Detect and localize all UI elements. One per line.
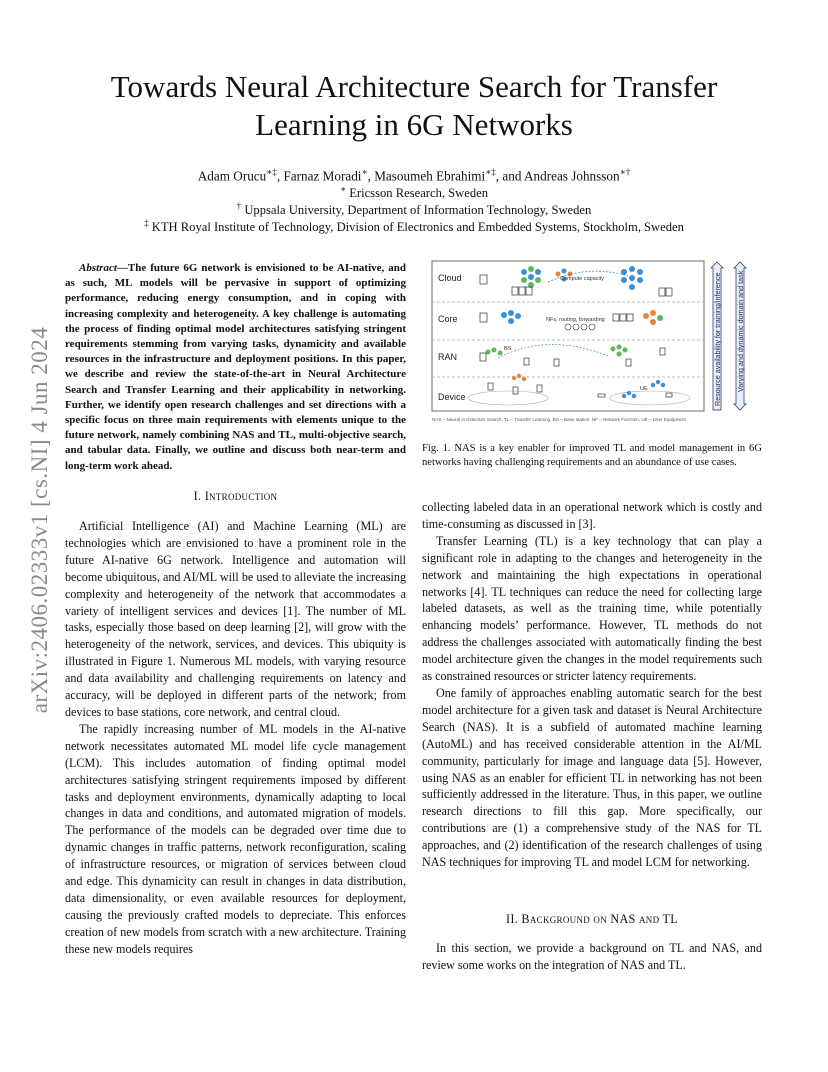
paragraph: One family of approaches enabling automatic search for the best model architecture for a given task and dataset is Neural Architecture Search (NAS). It is a subfield of automated machine learning (AutoML) and has received considerable attention in the AI/ML community, particularly for image and language data [5]. However, using NAS as an enabler for efficient TL in networking has not been sufficiently addressed in the literature. Thus, in this paper, we outline research directions to fill this gap. More specifically, our contributions are (1) a comprehensive study of the NAS for TL approaches, and (2) identification of the research challenges of using NAS techniques for improving TL and model LCM for networking. (422, 685, 762, 870)
compute-capacity-label: Compute capacity (560, 276, 605, 282)
title-line-2: Learning in 6G Networks (255, 107, 573, 142)
figure-frame (432, 261, 704, 411)
figure-diagram (428, 260, 748, 425)
author-3: , Masoumeh Ebrahimi (367, 168, 486, 184)
paragraph: In this section, we provide a background on TL and NAS, and review some works on the integration of NAS and TL. (422, 941, 762, 972)
author-2-marks: ∗ (361, 167, 368, 177)
section-heading-introduction (65, 489, 406, 504)
author-2: , Farnaz Moradi (276, 168, 362, 184)
layer-label-cloud: Cloud (438, 273, 462, 283)
author-1: Adam Orucu (197, 168, 267, 184)
resource-availability-label: Resource availability for training/inference (713, 272, 722, 406)
abstract (65, 261, 406, 474)
paragraph: Transfer Learning (TL) is a key technology that can play a significant role in adapting to the changes and heterogeneity in the network and maintaining the high expectations in operational networks [4]. TL techniques can reduce the need for collecting large labeled datasets, as well as the training time, while potentially enhancing models’ performance. However, TL methods do not address the challenges associated with automatically finding the best model architecture given the changes in the model requirements such as constrained resources or stricter latency requirements. (422, 533, 762, 684)
section-1-title: Introduction (204, 489, 278, 503)
abstract-text: —The future 6G network is envisioned to be AI-native, and as such, ML models will be pervasive in support of optimizing performance, reducing energy consumption, and in coping with increasing complexity and heterogeneity. A key challenge is automating the process of finding optimal model architectures satisfying stringent requirements stemming from varying tasks, dynamicity and available resources in the infrastructure and deployment positions. In this paper, we describe and review the state-of-the-art in Neural Architecture Search and Transfer Learning and their applicability in networking. Further, we identify open research challenges and set directions with a specific focus on three main requirements with elements unique to the future network, namely combining NAS and TL, multi-objective search, and tabular data. Finally, we outline and discuss both near-term and long-term work ahead. (65, 262, 406, 472)
affiliation-1-mark: ∗ (339, 184, 347, 194)
layer-label-ran: RAN (438, 352, 458, 362)
affiliation-3-text: KTH Royal Institute of Technology, Division of Electronics and Embedded Systems, Stockholm, Sweden (148, 220, 684, 235)
nfs-label: NFs, routing, forwarding (546, 317, 605, 323)
background-body (422, 940, 762, 974)
affiliation-3 (70, 215, 758, 235)
affiliation-2-mark: † (236, 201, 242, 211)
right-column-body (422, 499, 762, 871)
figure-footnote: NAS – Neural Architecture Search, TL – Transfer Learning, BS – Base station, NF – Network Function, UE – User Equipment (432, 417, 686, 422)
affiliation-3-mark: ‡ (144, 218, 149, 228)
section-heading-background (422, 912, 762, 927)
abstract-lead: Abstract (79, 262, 117, 274)
section-2-title: Background on NAS and TL (521, 912, 678, 926)
layer-label-core: Core (438, 314, 458, 324)
arxiv-id-text: arXiv:2406.02333v1 [cs.NI] 4 Jun 2024 (27, 326, 52, 714)
affiliation-2-text: Uppsala University, Department of Information Technology, Sweden (241, 203, 592, 218)
layer-label-device: Device (438, 392, 466, 402)
paragraph: Artificial Intelligence (AI) and Machine Learning (ML) are technologies which are envisioned to have a prominent role in the future AI-native 6G network. Intelligence and automation will become ubiquitous, and AI/ML will be used to alleviate the increasing complexity and heterogeneity of the network that accommodates a variety of intelligent services and devices [1]. The number of ML tasks, especially those based on deep learning [2], will grow with the heterogeneity of the network, services, and devices. This ubiquity is illustrated in Figure 1. Numerous ML models, with varying resource and data availability and challenging requirements on latency and accuracy, will be deployed in different parts of the network; from devices to base stations, core network, and central cloud. (65, 519, 406, 719)
author-1-marks: ∗‡ (266, 167, 277, 177)
title-line-1: Towards Neural Architecture Search for Transfer (110, 69, 718, 104)
section-1-number: I. (193, 489, 205, 503)
figure-1 (428, 260, 748, 425)
author-4: , and Andreas Johnsson (495, 168, 620, 184)
section-2-number: II. (506, 912, 522, 926)
affiliation-1-text: Ericsson Research, Sweden (346, 186, 489, 201)
author-3-marks: ∗‡ (485, 167, 496, 177)
bs-label: BS (504, 346, 512, 352)
paragraph: collecting labeled data in an operational network which is costly and time-consuming as discussed in [3]. (422, 500, 762, 531)
paragraph: The rapidly increasing number of ML models in the AI-native network necessitates automated ML model life cycle management (LCM). This includes automation of finding optimal model architectures satisfying stringent requirements imposed by different tasks and deployment environments, dynamically adapting to local changes in data and conditions, and automated migration of models. The performance of the models can be degraded over time due to dynamic changes in traffic patterns, network reconfiguration, scaling of infrastructure resources, or migration of services between cloud and edge. This dynamicity can result in changes in data distribution, data dimensionality, or even available resources for deployment, causing the previously crafted models to depreciate. This enforces creation of new models from scratch with a new architecture. Training these new models requires (65, 721, 406, 956)
ue-label: UE (640, 386, 648, 392)
figure-caption: Fig. 1. NAS is a key enabler for improved TL and model management in 6G networks having challenging requirements and an abundance of use cases. (422, 443, 762, 468)
left-column-body (65, 518, 406, 958)
varying-domain-label: Varying and dynamic domain and task (736, 270, 745, 392)
paper-title (70, 68, 758, 144)
arxiv-identifier (16, 300, 64, 740)
author-4-marks: ∗† (619, 167, 631, 177)
